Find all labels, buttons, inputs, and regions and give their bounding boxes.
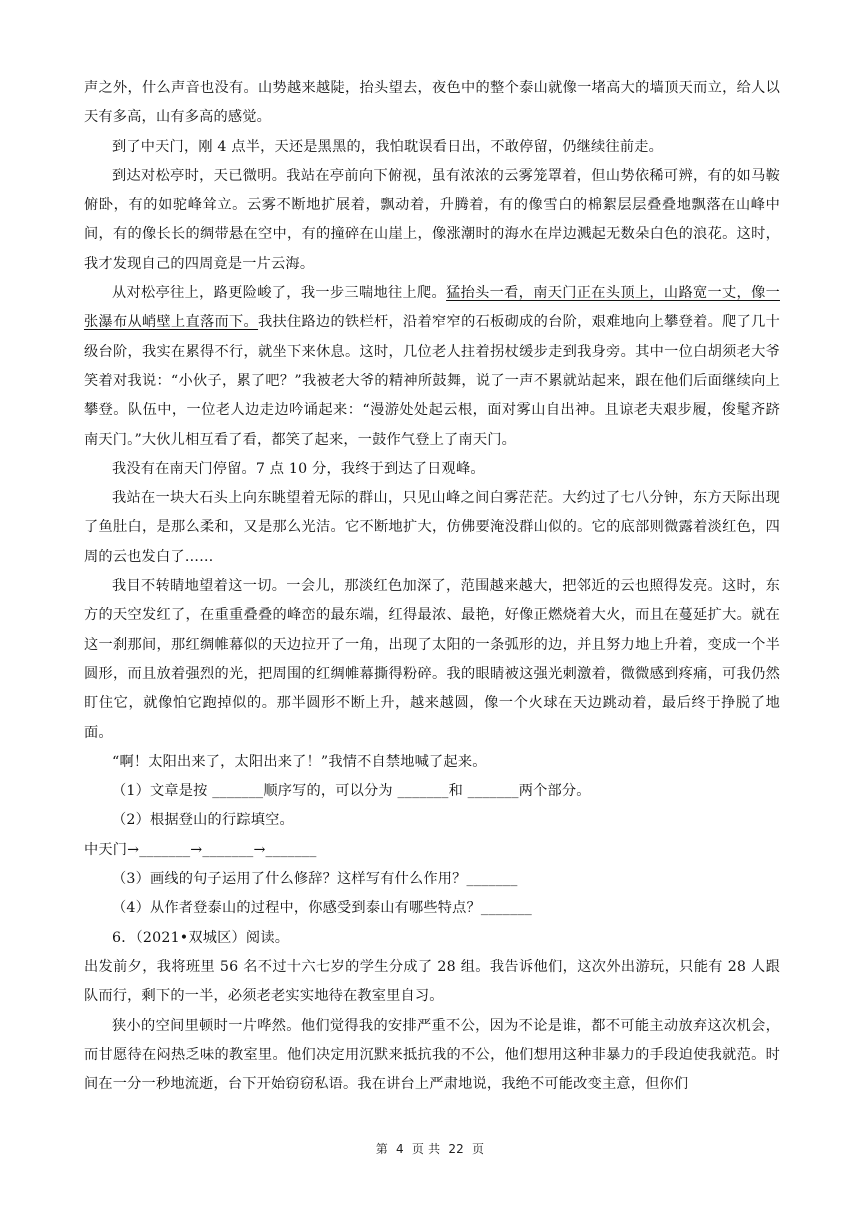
footer-page-number: 4 [396,1142,404,1156]
footer-mid: 页 共 [411,1142,441,1156]
item-6-heading: 6．（2021•双城区）阅读。 [112,929,290,946]
question-4: （4）从作者登泰山的过程中，你感受到泰山有哪些特点？_______ [112,900,532,917]
question-2: （2）根据登山的行踪填空。 [112,812,294,829]
item-6-paragraph-1: 出发前夕，我将班里 56 名不过十六七岁的学生分成了 28 组。我告诉他们，这次外出游玩，只能有 28 人跟队而行，剩下的一半，必须老老实实地待在教室里自习。 [84,958,780,1005]
paragraph-zhongtianmen: 到了中天门，刚 4 点半，天还是黑黑的，我怕耽误看日出，不敢停留，仍继续往前走。 [112,138,663,155]
item-6-paragraph-2: 狭小的空间里顿时一片哗然。他们觉得我的安排严重不公，因为不论是谁，都不可能主动放弃这次机会，而甘愿待在闷热乏味的教室里。他们决定用沉默来抵抗我的不公，他们想用这种非暴力的手段迫使我就范。时间在一分一秒地流逝，台下开始窃窃私语。我在讲台上严肃地说，我绝不可能改变主意，但你们 [84,1017,780,1093]
underlined-sentence: 猛抬头一看，南天门正在头顶上，山路宽一丈，像一张瀑布从峭壁上直落而下。 [84,285,780,331]
paragraph-climb [84,279,780,455]
paragraph-dawn: 我站在一块大石头上向东眺望着无际的群山，只见山峰之间白雾茫茫。大约过了七八分钟，东方天际出现了鱼肚白，是那么柔和，又是那么光洁。它不断地扩大，仿佛要淹没群山似的。它的底部则微露着淡红色，四周的云也发白了…… [84,490,780,565]
paragraph-duisongting: 到达对松亭时，天已微明。我站在亭前向下俯视，虽有浓浓的云雾笼罩着，但山势依稀可辨，有的如马鞍俯卧，有的如驼峰耸立。云雾不断地扩展着，飘动着，升腾着，有的像雪白的棉絮层层叠叠地飘落在山峰中间，有的像长长的绸带悬在空中，有的撞碎在山崖上，像涨潮时的海水在岸边溅起无数朵白色的浪花。这时，我才发现自己的四周竟是一片云海。 [84,167,780,272]
climb-text-before: 从对松亭往上，路更险峻了，我一步三喘地往上爬。 [112,285,447,302]
question-1: （1）文章是按 _______顺序写的，可以分为 _______和 _______两个部分。 [112,783,591,800]
paragraph-riguanfeng: 我没有在南天门停留。7 点 10 分，我终于到达了日观峰。 [112,460,485,477]
paragraph-sunrise: 我目不转睛地望着这一切。一会儿，那淡红色加深了，范围越来越大，把邻近的云也照得发亮。这时，东方的天空发红了，在重重叠叠的峰峦的最东端，红得最浓、最艳，好像正燃烧着大火，而且在蔓延扩大。就在这一刹那间，那红绸帷幕似的天边拉开了一角，出现了太阳的一条弧形的边，并且努力地上升着，变成一个半圆形，而且放着强烈的光，把周围的红绸帷幕撕得粉碎。我的眼睛被这强光刺激着，微微感到疼痛，可我仍然盯住它，就像怕它跑掉似的。那半圆形不断上升，越来越圆，像一个火球在天边跳动着，最后终于挣脱了地面。 [84,578,780,741]
footer-total-pages: 22 [448,1142,464,1156]
paragraph-exclaim: “啊！太阳出来了，太阳出来了！”我情不自禁地喊了起来。 [112,753,487,770]
footer-suffix: 页 [472,1142,485,1156]
question-3: （3）画线的句子运用了什么修辞？这样写有什么作用？_______ [112,871,518,888]
page-content [84,74,780,1099]
climb-text-after: 我扶住路边的铁栏杆，沿着窄窄的石板砌成的台阶，艰难地向上攀登着。爬了几十级台阶，我实在累得不行，就坐下来休息。这时，几位老人拄着拐杖缓步走到我身旁。其中一位白胡须老大爷笑着对我说：“小伙子，累了吧？”我被老大爷的精神所鼓舞，说了一声不累就站起来，跟在他们后面继续向上攀登。队伍中，一位老人边走边吟诵起来：“漫游处处起云根，面对雾山自出神。且谅老夫艰步履，俊髦齐跻南天门。”大伙儿相互看了看，都笑了起来，一鼓作气登上了南天门。 [84,314,780,448]
page-footer [0,1140,860,1157]
paragraph-continued: 声之外，什么声音也没有。山势越来越陡，抬头望去，夜色中的整个泰山就像一堵高大的墙顶天而立，给人以天有多高，山有多高的感觉。 [84,80,780,126]
question-2-route: 中天门→_______→_______→_______ [84,841,317,858]
footer-prefix: 第 [375,1142,388,1156]
